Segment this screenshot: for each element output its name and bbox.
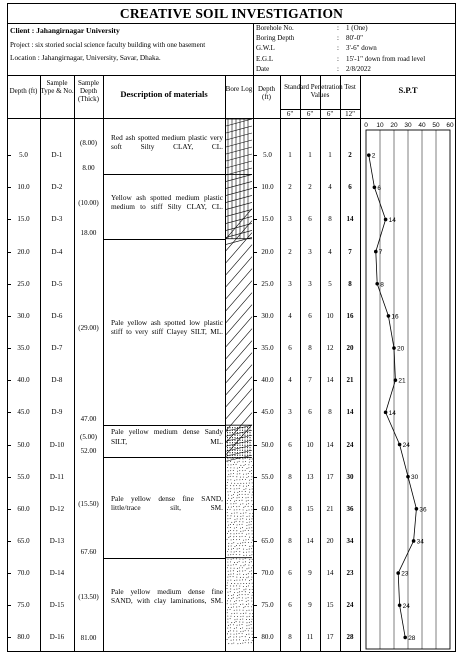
- spt-data-label: 23: [401, 570, 409, 578]
- spt-data-label: 28: [408, 634, 416, 642]
- blow-count-3: 14: [326, 376, 334, 385]
- blow-subheader: 6": [286, 110, 294, 118]
- spt-data-label: 14: [388, 409, 396, 417]
- sample-id: D-14: [49, 569, 65, 578]
- blow-count-1: 4: [288, 376, 292, 385]
- depth-value: 60.0: [17, 504, 30, 513]
- blow-count-3: 10: [326, 311, 334, 320]
- info-value: 80'-0": [346, 34, 363, 43]
- blow-count-3: 14: [326, 440, 334, 449]
- spt-data-label: 6: [377, 184, 382, 192]
- spt-n-value: 34: [346, 536, 354, 545]
- blow-count-2: 14: [306, 536, 314, 545]
- info-label: Date: [256, 64, 270, 73]
- spt-data-label: 2: [371, 152, 376, 160]
- spt-n-value: 7: [348, 247, 352, 256]
- spt-point: [374, 250, 378, 254]
- depth-value: 55.0: [17, 472, 30, 481]
- spt-data-label: 8: [380, 281, 384, 289]
- depth-value-2: 40.0: [261, 376, 274, 385]
- blow-count-2: 2: [308, 183, 312, 192]
- spt-n-value: 2: [348, 151, 352, 160]
- layer-bottom-depth: 47.00: [80, 415, 97, 424]
- spt-point: [398, 443, 402, 447]
- spt-tick-label: 50: [432, 122, 440, 129]
- blow-count-1: 3: [288, 279, 292, 288]
- layer-bottom-depth: 81.00: [80, 633, 97, 642]
- sample-id: D-16: [49, 633, 65, 642]
- spt-n-value: 14: [346, 215, 354, 224]
- spt-tick-label: 20: [390, 122, 398, 129]
- spt-tick-label: 40: [418, 122, 426, 129]
- blow-count-2: 13: [306, 472, 314, 481]
- client-line: Client : Jahangirnagar University: [10, 26, 120, 35]
- depth-value-2: 10.0: [261, 183, 274, 192]
- layer-description: Red ash spotted medium plastic very soft Silty CLAY, CL.: [111, 132, 223, 152]
- spt-point: [384, 411, 388, 415]
- depth-value: 10.0: [17, 183, 30, 192]
- info-value: 3'-6" down: [346, 44, 377, 53]
- spt-point: [375, 282, 379, 286]
- info-label: Boring Depth: [256, 34, 295, 43]
- depth-value: 65.0: [17, 536, 30, 545]
- depth-value-2: 50.0: [261, 440, 274, 449]
- sample-id: D-2: [51, 183, 63, 192]
- layer-description: Pale yellow medium dense fine SAND, with clay laminations, SM.: [111, 586, 223, 606]
- spt-line: [369, 152, 417, 637]
- spt-n-value: 6: [348, 183, 352, 192]
- depth-value-2: 5.0: [263, 151, 272, 160]
- depth-value: 45.0: [17, 408, 30, 417]
- sample-id: D-15: [49, 601, 65, 610]
- sample-id: D-5: [51, 279, 63, 288]
- info-sep: :: [337, 64, 339, 73]
- layer-description: Pale yellow medium dense Sandy SILT, ML.: [111, 427, 223, 446]
- layer-description: Yellow ash spotted medium plastic medium to stiff Silty CLAY, CL.: [111, 192, 223, 212]
- depth-value-2: 55.0: [261, 472, 274, 481]
- blow-count-3: 17: [326, 633, 334, 642]
- spt-n-value: 24: [346, 601, 354, 610]
- sample-id: D-6: [51, 311, 63, 320]
- blow-count-1: 8: [288, 504, 292, 513]
- depth-value-2: 60.0: [261, 504, 274, 513]
- sample-id: D-1: [51, 151, 63, 160]
- depth-value-2: 25.0: [261, 279, 274, 288]
- blow-subheader: 12": [345, 110, 355, 118]
- info-label: G.W.L: [256, 44, 275, 53]
- blow-count-3: 4: [328, 247, 332, 256]
- blow-count-2: 11: [306, 633, 314, 642]
- depth-value: 50.0: [17, 440, 30, 449]
- layer-bottom-depth: 67.60: [80, 547, 97, 556]
- blow-count-3: 8: [328, 408, 332, 417]
- blow-count-2: 1: [308, 151, 312, 160]
- blow-count-2: 9: [308, 601, 312, 610]
- sample-id: D-7: [51, 344, 63, 353]
- spt-tick-label: 0: [364, 122, 368, 129]
- sample-id: D-4: [51, 247, 63, 256]
- info-value: 2/8/2022: [346, 64, 371, 73]
- report-title: CREATIVE SOIL INVESTIGATION: [119, 6, 344, 21]
- depth-value-2: 35.0: [261, 344, 274, 353]
- layer-bottom-depth: 8.00: [82, 164, 95, 173]
- blow-count-1: 6: [288, 601, 292, 610]
- depth-value: 25.0: [17, 279, 30, 288]
- spt-point: [373, 186, 377, 190]
- depth-value: 40.0: [17, 376, 30, 385]
- blow-count-3: 15: [326, 601, 334, 610]
- spt-point: [415, 507, 419, 511]
- info-sep: :: [337, 24, 339, 32]
- spt-tick-label: 60: [446, 122, 454, 129]
- layer-bottom-depth: 52.00: [80, 447, 97, 456]
- spt-n-value: 14: [346, 408, 354, 417]
- blow-count-3: 4: [328, 183, 332, 192]
- spt-data-label: 34: [416, 538, 424, 546]
- sample-id: D-3: [51, 215, 63, 224]
- depth-value: 20.0: [17, 247, 30, 256]
- info-sep: :: [337, 34, 339, 43]
- spt-n-value: 16: [346, 311, 354, 320]
- header-depth: Depth (ft): [9, 87, 38, 95]
- blow-count-1: 2: [288, 183, 292, 192]
- blow-count-1: 2: [288, 247, 292, 256]
- depth-value-2: 20.0: [261, 247, 274, 256]
- header-depth-2: Depth (ft): [257, 85, 276, 101]
- blow-count-2: 8: [308, 344, 312, 353]
- spt-data-label: 24: [402, 602, 410, 610]
- spt-n-value: 23: [346, 569, 354, 578]
- spt-point: [384, 218, 388, 222]
- depth-value-2: 75.0: [261, 601, 274, 610]
- spt-point: [396, 571, 400, 575]
- blow-count-1: 1: [288, 151, 292, 160]
- spt-point: [392, 346, 396, 350]
- depth-value-2: 30.0: [261, 311, 274, 320]
- info-value: 1 (One): [346, 24, 368, 32]
- blow-count-1: 6: [288, 440, 292, 449]
- blow-count-3: 20: [326, 536, 334, 545]
- blow-count-2: 9: [308, 569, 312, 578]
- depth-value: 75.0: [17, 601, 30, 610]
- blow-count-2: 6: [308, 311, 312, 320]
- header-description: Description of materials: [120, 89, 208, 99]
- blow-count-3: 5: [328, 279, 332, 288]
- depth-value: 80.0: [17, 633, 30, 642]
- blow-count-1: 8: [288, 472, 292, 481]
- blow-count-2: 7: [308, 376, 312, 385]
- layer-thickness: (5.00): [80, 433, 97, 442]
- info-label: Borehole No.: [256, 24, 294, 32]
- blow-count-1: 6: [288, 344, 292, 353]
- blow-count-2: 3: [308, 247, 312, 256]
- blow-count-2: 6: [308, 408, 312, 417]
- sample-id: D-13: [49, 536, 65, 545]
- blow-count-1: 6: [288, 569, 292, 578]
- depth-value-2: 70.0: [261, 569, 274, 578]
- spt-point: [412, 539, 416, 543]
- project-line: Project : six storied social science faculty building with one basement: [10, 41, 206, 49]
- blow-count-1: 8: [288, 536, 292, 545]
- layer-thickness: (13.50): [78, 592, 99, 601]
- spt-data-label: 24: [402, 442, 410, 449]
- depth-value: 15.0: [17, 215, 30, 224]
- info-value: 15'-1" down from road level: [346, 54, 426, 63]
- location-line: Location : Jahangirnagar, University, Savar, Dhaka.: [10, 53, 161, 62]
- blow-count-1: 8: [288, 633, 292, 642]
- header-sample-type: Sample Type & No.: [40, 79, 74, 95]
- sample-id: D-11: [49, 472, 65, 481]
- layer-description: Pale yellow dense fine SAND, little/trace silt, SM.: [111, 493, 223, 512]
- blow-count-2: 15: [306, 504, 314, 513]
- spt-chart: [7, 3, 456, 655]
- spt-n-value: 21: [346, 376, 354, 385]
- sample-id: D-9: [51, 408, 63, 417]
- spt-data-label: 16: [391, 313, 399, 321]
- spt-point: [398, 603, 402, 607]
- sample-id: D-10: [49, 440, 65, 449]
- layer-thickness: (15.50): [78, 499, 99, 508]
- blow-count-3: 12: [326, 344, 334, 353]
- blow-count-1: 3: [288, 408, 292, 417]
- blow-count-2: 6: [308, 215, 312, 224]
- header-sample-depth: Sample Depth (Thick): [78, 79, 99, 103]
- blow-subheader: 6": [326, 110, 334, 118]
- spt-n-value: 36: [346, 504, 354, 513]
- spt-data-label: 36: [419, 506, 427, 514]
- spt-point: [394, 378, 398, 382]
- blow-count-3: 17: [326, 472, 334, 481]
- depth-value: 30.0: [17, 311, 30, 320]
- blow-count-3: 14: [326, 569, 334, 578]
- header-bore-log: Bore Log: [225, 85, 253, 93]
- spt-data-label: 20: [397, 345, 405, 353]
- depth-value-2: 80.0: [261, 633, 274, 642]
- spt-point: [367, 153, 371, 157]
- depth-value: 5.0: [19, 151, 28, 160]
- blow-count-1: 4: [288, 311, 292, 320]
- blow-subheader: 6": [306, 110, 314, 118]
- spt-data-label: 30: [411, 474, 419, 482]
- spt-data-label: 7: [378, 249, 383, 257]
- depth-value-2: 65.0: [261, 536, 274, 545]
- blow-count-3: 8: [328, 215, 332, 224]
- sample-id: D-8: [51, 376, 63, 385]
- info-sep: :: [337, 54, 339, 63]
- layer-thickness: (10.00): [78, 198, 99, 207]
- header-spt-values: Standard Penetration Test Values: [284, 83, 356, 99]
- spt-data-label: 21: [398, 377, 406, 385]
- spt-n-value: 20: [346, 344, 354, 353]
- header-spt: S.P.T: [398, 85, 418, 95]
- layer-description: Pale yellow ash spotted low plastic stiff to very stiff Clayey SILT, ML.: [111, 317, 223, 337]
- sample-id: D-12: [49, 504, 65, 513]
- spt-n-value: 30: [346, 472, 354, 481]
- spt-point: [403, 636, 407, 640]
- spt-n-value: 24: [346, 440, 354, 449]
- spt-tick-label: 10: [376, 122, 384, 129]
- depth-value-2: 15.0: [261, 215, 274, 224]
- spt-data-label: 14: [388, 216, 396, 224]
- info-sep: :: [337, 44, 339, 53]
- blow-count-3: 21: [326, 504, 334, 513]
- depth-value: 70.0: [17, 569, 30, 578]
- blow-count-1: 3: [288, 215, 292, 224]
- spt-n-value: 8: [348, 279, 352, 288]
- spt-tick-label: 30: [404, 122, 412, 129]
- layer-bottom-depth: 18.00: [80, 228, 97, 237]
- spt-point: [406, 475, 410, 479]
- blow-count-2: 10: [306, 440, 314, 449]
- depth-value: 35.0: [17, 344, 30, 353]
- spt-point: [387, 314, 391, 318]
- layer-thickness: (8.00): [80, 138, 97, 147]
- blow-count-3: 1: [328, 151, 332, 160]
- depth-value-2: 45.0: [261, 408, 274, 417]
- info-label: E.G.L: [256, 54, 274, 63]
- borelog-sheet: [7, 3, 456, 655]
- spt-n-value: 28: [346, 633, 354, 642]
- layer-thickness: (29.00): [78, 323, 99, 332]
- blow-count-2: 3: [308, 279, 312, 288]
